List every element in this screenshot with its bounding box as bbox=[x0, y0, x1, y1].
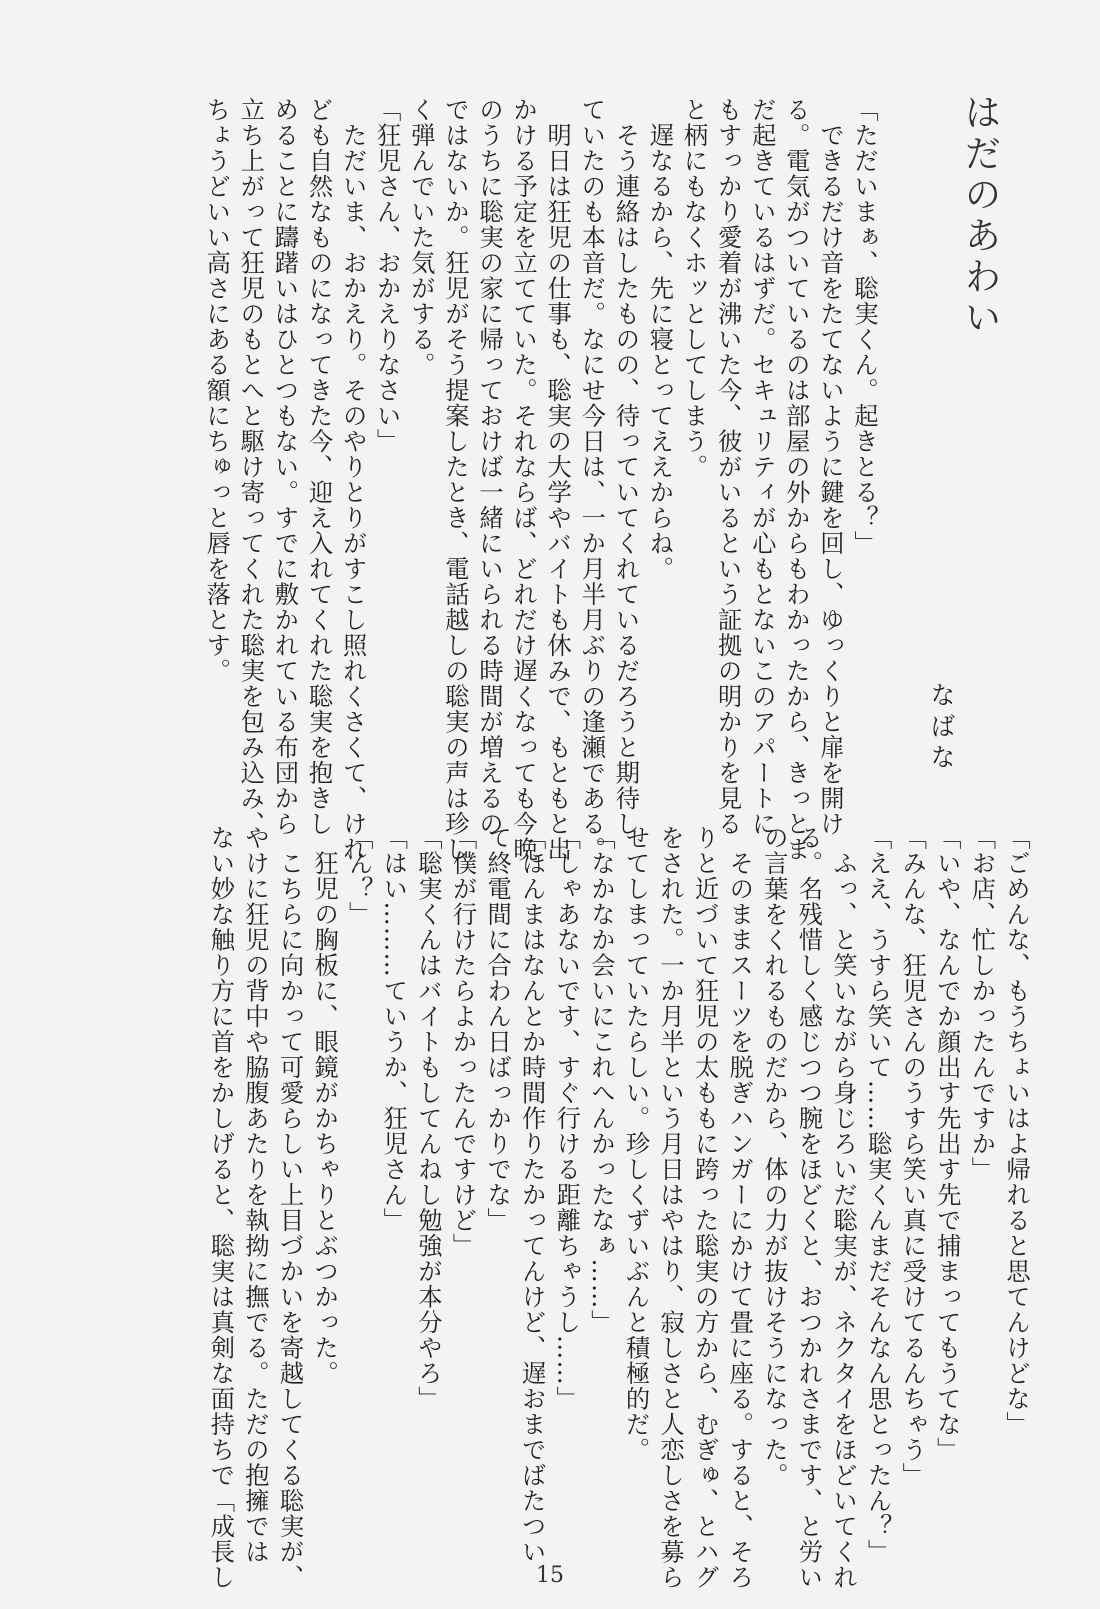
upper-text-block bbox=[131, 97, 881, 862]
text-column: 「しゃあないです、すぐ行ける距離ちゃうし……」 bbox=[552, 825, 582, 1412]
text-column: こちらに向かって可愛らしい上目づかいを寄越してくる聡実が、 bbox=[275, 825, 305, 1590]
text-column: 「はい………ていうか、狂児さん」 bbox=[379, 825, 409, 1233]
text-column: そう連絡はしたものの、待っていてくれているだろうと期待し bbox=[611, 97, 641, 837]
text-column: ただいま、おかえり。そのやりとりがすこし照れくさくて、けれ bbox=[338, 97, 368, 862]
text-column: る。電気がついているのは部屋の外からもわかったから、きっとま bbox=[781, 97, 811, 862]
text-column: 遅なるから、先に寝とってええからね。 bbox=[645, 97, 675, 582]
text-column: 「なかなか会いにこれへんかったなぁ……」 bbox=[586, 825, 616, 1335]
text-column: ちょうどいい高さにある額にちゅっと唇を落とす。 bbox=[202, 97, 232, 684]
text-column: 明日は狂児の仕事も、聡実の大学やバイトも休みで、もともと出 bbox=[543, 97, 573, 862]
text-column: ていたのも本音だ。なにせ今日は、一か月半月ぶりの逢瀬である。 bbox=[577, 97, 607, 862]
text-column: 狂児の胸板に、眼鏡がかちゃりとぶつかった。 bbox=[310, 825, 340, 1386]
story-title: はだのあわい bbox=[958, 93, 1001, 339]
text-column: 「いや、なんでか顔出す先出す先で捕まってもうてな」 bbox=[932, 825, 962, 1463]
text-column: 「ほんまはなんとか時間作りたかってんけど、遅おまでばたつい bbox=[517, 825, 547, 1565]
text-column: 「お店、忙しかったんですか」 bbox=[967, 825, 997, 1182]
text-column: できるだけ音をたてないように鍵を回し、ゆっくりと扉を開け bbox=[815, 97, 845, 837]
text-column: 立ち上がって狂児のもとへと駆け寄ってくれた聡実を包み込み、 bbox=[236, 97, 266, 837]
text-column: 「ええ、うすら笑いて……聡実くんまだそんなん思とったん？」 bbox=[863, 825, 893, 1565]
page-number: 15 bbox=[536, 1563, 564, 1588]
text-column: ども自然なものになってきた今、迎え入れてくれた聡実を抱きし bbox=[304, 97, 334, 837]
author-name: なばな bbox=[927, 682, 956, 775]
text-column: と柄にもなくホッとしてしまう。 bbox=[679, 97, 709, 480]
text-column: をされた。一か月半という月日はやはり、寂しさと人恋しさを募ら bbox=[656, 825, 686, 1590]
text-column: の言葉をくれるものだから、体の力が抜けそうになった。 bbox=[759, 825, 789, 1488]
text-column: りと近づいて狂児の太ももに跨った聡実の方から、むぎゅ、とハグ bbox=[690, 825, 720, 1590]
text-column: せてしまっていたらしい。珍しくずいぶんと積極的だ。 bbox=[621, 825, 651, 1463]
text-column: かける予定を立てていた。それならば、どれだけ遅くなっても今晩 bbox=[509, 97, 539, 862]
text-column: やけに狂児の背中や脇腹あたりを執拗に撫でる。ただの抱擁では bbox=[240, 825, 270, 1565]
text-column: ふっ、と笑いながら身じろいだ聡実が、ネクタイをほどいてくれ bbox=[829, 825, 859, 1590]
text-column: もすっかり愛着が沸いた今、彼がいるという証拠の明かりを見る bbox=[713, 97, 743, 837]
text-column: のうちに聡実の家に帰っておけば一緒にいられる時間が増えるの bbox=[474, 97, 504, 837]
text-column: て終電間に合わん日ばっかりでな」 bbox=[483, 825, 513, 1233]
text-column: だ起きているはずだ。セキュリティが心もとないこのアパートに bbox=[747, 97, 777, 837]
text-column: めることに躊躇いはひとつもない。すでに敷かれている布団から bbox=[270, 97, 300, 837]
text-column: 「みんな、狂児さんのうすら笑い真に受けてるんちゃう」 bbox=[898, 825, 928, 1488]
text-column: 「狂児さん、おかえりなさい」 bbox=[372, 97, 402, 454]
text-column: く弾んでいた気がする。 bbox=[406, 97, 436, 378]
text-column: 「僕が行けたらよかったんですけど」 bbox=[448, 825, 478, 1259]
text-column: 「ごめんな、もうちょいはよ帰れると思てんけどな」 bbox=[1002, 825, 1031, 1437]
text-column: そのままスーツを脱ぎハンガーにかけて畳に座る。すると、そろ bbox=[725, 825, 755, 1590]
text-column: 「ただいまぁ、聡実くん。起きとる？」 bbox=[850, 97, 879, 556]
text-column: ではないか。狂児がそう提案したとき、電話越しの聡実の声は珍し bbox=[440, 97, 470, 862]
text-column: 「ん？」 bbox=[344, 825, 374, 927]
text-column: 「聡実くんはバイトもしてんねし勉強が本分やろ」 bbox=[413, 825, 443, 1412]
text-column: ない妙な触り方に首をかしげると、聡実は真剣な面持ちで「成長し bbox=[206, 825, 236, 1590]
text-column: る。名残惜しく感じつつ腕をほどくと、おつかれさまです、と労い bbox=[794, 825, 824, 1590]
